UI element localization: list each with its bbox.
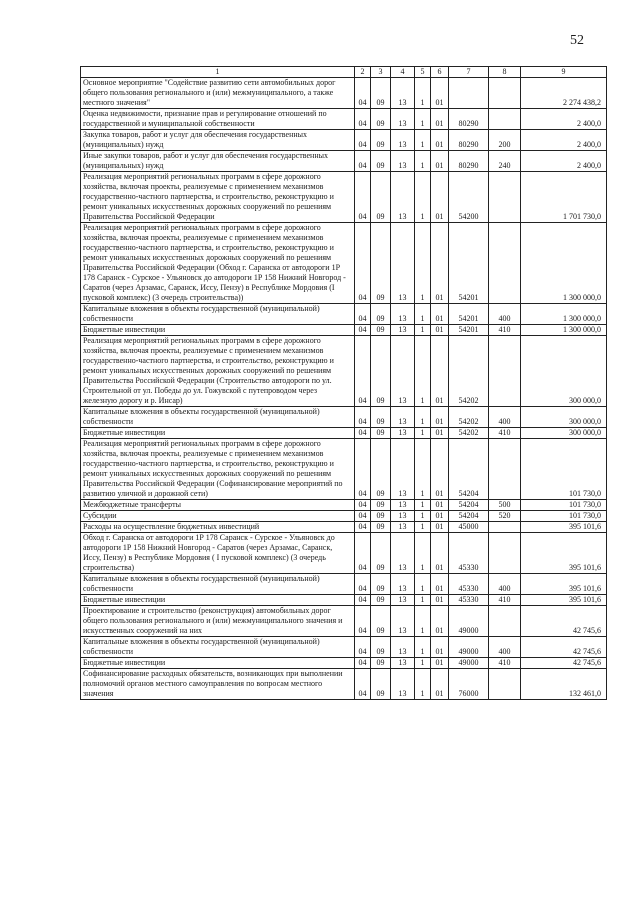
cell-measure: 01 — [431, 595, 449, 606]
cell-subsection: 09 — [371, 78, 391, 109]
cell-program: 13 — [391, 439, 415, 500]
cell-section: 04 — [355, 533, 371, 574]
cell-subprogram: 1 — [415, 336, 431, 407]
cell-section: 04 — [355, 511, 371, 522]
row-description: Капитальные вложения в объекты государственной (муниципальной) собственности — [81, 407, 355, 428]
cell-direction: 54204 — [449, 511, 489, 522]
cell-direction: 49000 — [449, 658, 489, 669]
cell-amount: 1 300 000,0 — [521, 223, 607, 304]
column-header: 9 — [521, 67, 607, 78]
cell-program: 13 — [391, 595, 415, 606]
cell-expense-type — [489, 669, 521, 700]
table-row — [81, 304, 607, 325]
cell-section: 04 — [355, 130, 371, 151]
cell-measure: 01 — [431, 172, 449, 223]
cell-amount: 132 461,0 — [521, 669, 607, 700]
cell-amount: 395 101,6 — [521, 533, 607, 574]
cell-subsection: 09 — [371, 130, 391, 151]
cell-measure: 01 — [431, 522, 449, 533]
cell-section: 04 — [355, 151, 371, 172]
table-row — [81, 606, 607, 637]
cell-subprogram: 1 — [415, 130, 431, 151]
cell-amount: 395 101,6 — [521, 522, 607, 533]
cell-direction: 54201 — [449, 223, 489, 304]
cell-measure: 01 — [431, 428, 449, 439]
cell-expense-type — [489, 223, 521, 304]
cell-subsection: 09 — [371, 574, 391, 595]
row-description: Проектирование и строительство (реконструкция) автомобильных дорог общего пользования регионального и (или) межмуниципального значения и искусственных сооружений на них — [81, 606, 355, 637]
cell-direction: 54204 — [449, 500, 489, 511]
cell-direction: 80290 — [449, 130, 489, 151]
cell-amount: 42 745,6 — [521, 606, 607, 637]
cell-amount: 1 701 730,0 — [521, 172, 607, 223]
cell-direction: 54204 — [449, 439, 489, 500]
cell-direction: 80290 — [449, 109, 489, 130]
cell-measure: 01 — [431, 637, 449, 658]
column-header: 1 — [81, 67, 355, 78]
cell-program: 13 — [391, 606, 415, 637]
cell-subprogram: 1 — [415, 407, 431, 428]
column-header: 4 — [391, 67, 415, 78]
cell-direction: 45330 — [449, 533, 489, 574]
cell-subsection: 09 — [371, 658, 391, 669]
table-row — [81, 533, 607, 574]
cell-direction: 76000 — [449, 669, 489, 700]
cell-expense-type — [489, 172, 521, 223]
cell-expense-type: 410 — [489, 325, 521, 336]
row-description: Расходы на осуществление бюджетных инвестиций — [81, 522, 355, 533]
table-row — [81, 669, 607, 700]
cell-amount: 395 101,6 — [521, 574, 607, 595]
cell-section: 04 — [355, 500, 371, 511]
cell-section: 04 — [355, 78, 371, 109]
cell-subprogram: 1 — [415, 637, 431, 658]
cell-subprogram: 1 — [415, 151, 431, 172]
cell-program: 13 — [391, 172, 415, 223]
cell-measure: 01 — [431, 574, 449, 595]
table-row — [81, 325, 607, 336]
cell-measure: 01 — [431, 658, 449, 669]
cell-direction: 54200 — [449, 172, 489, 223]
cell-expense-type: 200 — [489, 130, 521, 151]
cell-expense-type — [489, 109, 521, 130]
cell-program: 13 — [391, 109, 415, 130]
cell-subsection: 09 — [371, 606, 391, 637]
cell-measure: 01 — [431, 109, 449, 130]
page-number: 52 — [570, 33, 584, 48]
row-description: Бюджетные инвестиции — [81, 325, 355, 336]
cell-section: 04 — [355, 325, 371, 336]
row-description: Реализация мероприятий региональных программ в сфере дорожного хозяйства, включая проекты, реализуемые с применением механизмов государственно-частного партнерства, и строительство, реконструкцию и ремонт уникальных искусственных дорожных сооружений по решениям Правительства Российской Федерации — [81, 172, 355, 223]
column-header: 6 — [431, 67, 449, 78]
cell-direction: 45330 — [449, 595, 489, 606]
row-description: Основное мероприятие "Содействие развитию сети автомобильных дорог общего пользования регионального и (или) межмуниципального, а также местного значения" — [81, 78, 355, 109]
cell-measure: 01 — [431, 407, 449, 428]
table-row — [81, 172, 607, 223]
cell-direction: 54202 — [449, 336, 489, 407]
table-row — [81, 522, 607, 533]
cell-amount: 300 000,0 — [521, 428, 607, 439]
cell-expense-type: 410 — [489, 428, 521, 439]
table-row — [81, 109, 607, 130]
column-header: 8 — [489, 67, 521, 78]
cell-subsection: 09 — [371, 223, 391, 304]
cell-section: 04 — [355, 336, 371, 407]
table-row — [81, 439, 607, 500]
table-row — [81, 130, 607, 151]
cell-section: 04 — [355, 669, 371, 700]
row-description: Софинансирование расходных обязательств, возникающих при выполнении полномочий органов местного самоуправления по вопросам местного значения — [81, 669, 355, 700]
cell-measure: 01 — [431, 606, 449, 637]
table-row — [81, 637, 607, 658]
table-row — [81, 574, 607, 595]
cell-program: 13 — [391, 130, 415, 151]
cell-program: 13 — [391, 658, 415, 669]
cell-subprogram: 1 — [415, 78, 431, 109]
cell-subsection: 09 — [371, 669, 391, 700]
cell-amount: 101 730,0 — [521, 500, 607, 511]
table-row — [81, 223, 607, 304]
cell-subprogram: 1 — [415, 511, 431, 522]
cell-program: 13 — [391, 304, 415, 325]
row-description: Бюджетные инвестиции — [81, 595, 355, 606]
cell-expense-type: 400 — [489, 574, 521, 595]
row-description: Закупка товаров, работ и услуг для обеспечения государственных (муниципальных) нужд — [81, 130, 355, 151]
cell-measure: 01 — [431, 336, 449, 407]
cell-program: 13 — [391, 511, 415, 522]
cell-subprogram: 1 — [415, 304, 431, 325]
cell-section: 04 — [355, 428, 371, 439]
cell-subprogram: 1 — [415, 595, 431, 606]
cell-subsection: 09 — [371, 336, 391, 407]
cell-measure: 01 — [431, 439, 449, 500]
cell-amount: 1 300 000,0 — [521, 325, 607, 336]
cell-direction: 54202 — [449, 407, 489, 428]
cell-subsection: 09 — [371, 500, 391, 511]
column-header: 7 — [449, 67, 489, 78]
cell-section: 04 — [355, 407, 371, 428]
cell-measure: 01 — [431, 500, 449, 511]
cell-subprogram: 1 — [415, 223, 431, 304]
table-row — [81, 658, 607, 669]
row-description: Оценка недвижимости, признание прав и регулирование отношений по государственной и муниципальной собственности — [81, 109, 355, 130]
cell-subsection: 09 — [371, 172, 391, 223]
cell-program: 13 — [391, 78, 415, 109]
cell-direction: 45000 — [449, 522, 489, 533]
cell-amount: 101 730,0 — [521, 511, 607, 522]
cell-measure: 01 — [431, 669, 449, 700]
cell-measure: 01 — [431, 151, 449, 172]
cell-expense-type — [489, 522, 521, 533]
budget-table — [80, 66, 607, 700]
cell-amount: 2 400,0 — [521, 151, 607, 172]
cell-subsection: 09 — [371, 304, 391, 325]
cell-direction: 54201 — [449, 304, 489, 325]
cell-program: 13 — [391, 151, 415, 172]
cell-expense-type: 500 — [489, 500, 521, 511]
cell-expense-type: 400 — [489, 637, 521, 658]
cell-program: 13 — [391, 522, 415, 533]
row-description: Реализация мероприятий региональных программ в сфере дорожного хозяйства, включая проекты, реализуемые с применением механизмов государственно-частного партнерства, и строительство, реконструкцию и ремонт уникальных искусственных дорожных сооружений по решениям Правительства Российской Федерации (Обход г. Саранска от автодороги 1Р 178 Саранск - Сурское - Ульяновск до автодороги 1Р 158 Нижний Новгород - Саратов (через Арзамас, Саранск, Исcу, Пензу) в Республике Мордовия (I пусковой комплекс) (3 очередь строительства)) — [81, 223, 355, 304]
row-description: Бюджетные инвестиции — [81, 658, 355, 669]
cell-direction: 54201 — [449, 325, 489, 336]
cell-section: 04 — [355, 304, 371, 325]
cell-direction: 45330 — [449, 574, 489, 595]
cell-amount: 42 745,6 — [521, 658, 607, 669]
row-description: Реализация мероприятий региональных программ в сфере дорожного хозяйства, включая проекты, реализуемые с применением механизмов государственно-частного партнерства, и строительство, реконструкцию и ремонт уникальных искусственных дорожных сооружений по решениям Правительства Российской Федерации (Софинансирование мероприятий по развитию уличной и дорожной сети) — [81, 439, 355, 500]
row-description: Бюджетные инвестиции — [81, 428, 355, 439]
cell-subprogram: 1 — [415, 439, 431, 500]
column-header: 2 — [355, 67, 371, 78]
cell-subprogram: 1 — [415, 500, 431, 511]
cell-amount: 1 300 000,0 — [521, 304, 607, 325]
cell-subsection: 09 — [371, 428, 391, 439]
cell-subsection: 09 — [371, 511, 391, 522]
cell-expense-type: 520 — [489, 511, 521, 522]
cell-section: 04 — [355, 637, 371, 658]
cell-program: 13 — [391, 533, 415, 574]
cell-amount: 2 400,0 — [521, 130, 607, 151]
cell-program: 13 — [391, 223, 415, 304]
row-description: Капитальные вложения в объекты государственной (муниципальной) собственности — [81, 304, 355, 325]
cell-subprogram: 1 — [415, 109, 431, 130]
cell-measure: 01 — [431, 223, 449, 304]
cell-section: 04 — [355, 223, 371, 304]
table-row — [81, 595, 607, 606]
cell-section: 04 — [355, 109, 371, 130]
cell-subprogram: 1 — [415, 172, 431, 223]
table-row — [81, 407, 607, 428]
table-row — [81, 336, 607, 407]
cell-amount: 2 400,0 — [521, 109, 607, 130]
cell-subprogram: 1 — [415, 658, 431, 669]
cell-program: 13 — [391, 325, 415, 336]
cell-expense-type — [489, 533, 521, 574]
cell-program: 13 — [391, 669, 415, 700]
cell-section: 04 — [355, 595, 371, 606]
cell-subprogram: 1 — [415, 533, 431, 574]
cell-program: 13 — [391, 428, 415, 439]
cell-subprogram: 1 — [415, 669, 431, 700]
cell-subsection: 09 — [371, 595, 391, 606]
cell-section: 04 — [355, 172, 371, 223]
row-description: Обход г. Саранска от автодороги 1Р 178 Саранск - Сурское - Ульяновск до автодороги 1Р 158 Нижний Новгород - Саратов (через Арзамас, Саранск, Исcу, Пензу) в Республике Мордовия ( I пусковой комплекс) (3 очередь строительства) — [81, 533, 355, 574]
table-header-row — [81, 67, 607, 78]
cell-expense-type: 240 — [489, 151, 521, 172]
cell-section: 04 — [355, 522, 371, 533]
cell-direction: 80290 — [449, 151, 489, 172]
cell-subprogram: 1 — [415, 522, 431, 533]
cell-expense-type — [489, 336, 521, 407]
cell-amount: 395 101,6 — [521, 595, 607, 606]
column-header: 5 — [415, 67, 431, 78]
cell-section: 04 — [355, 439, 371, 500]
cell-subsection: 09 — [371, 109, 391, 130]
cell-direction: 49000 — [449, 606, 489, 637]
cell-expense-type — [489, 439, 521, 500]
table-body — [81, 78, 607, 700]
cell-subsection: 09 — [371, 637, 391, 658]
cell-section: 04 — [355, 606, 371, 637]
cell-measure: 01 — [431, 78, 449, 109]
cell-direction: 49000 — [449, 637, 489, 658]
cell-measure: 01 — [431, 304, 449, 325]
cell-expense-type: 410 — [489, 658, 521, 669]
cell-amount: 2 274 438,2 — [521, 78, 607, 109]
row-description: Капитальные вложения в объекты государственной (муниципальной) собственности — [81, 574, 355, 595]
cell-amount: 101 730,0 — [521, 439, 607, 500]
cell-measure: 01 — [431, 130, 449, 151]
table-row — [81, 428, 607, 439]
table-row — [81, 151, 607, 172]
cell-program: 13 — [391, 637, 415, 658]
cell-expense-type: 400 — [489, 304, 521, 325]
cell-expense-type — [489, 78, 521, 109]
cell-subsection: 09 — [371, 533, 391, 574]
cell-subsection: 09 — [371, 439, 391, 500]
cell-measure: 01 — [431, 533, 449, 574]
cell-program: 13 — [391, 574, 415, 595]
table-row — [81, 500, 607, 511]
cell-amount: 42 745,6 — [521, 637, 607, 658]
cell-subprogram: 1 — [415, 428, 431, 439]
cell-expense-type — [489, 606, 521, 637]
row-description: Иные закупки товаров, работ и услуг для обеспечения государственных (муниципальных) нужд — [81, 151, 355, 172]
cell-subprogram: 1 — [415, 574, 431, 595]
cell-expense-type: 410 — [489, 595, 521, 606]
cell-section: 04 — [355, 658, 371, 669]
cell-expense-type: 400 — [489, 407, 521, 428]
cell-measure: 01 — [431, 325, 449, 336]
table-row — [81, 78, 607, 109]
cell-program: 13 — [391, 407, 415, 428]
cell-subsection: 09 — [371, 151, 391, 172]
cell-amount: 300 000,0 — [521, 407, 607, 428]
cell-subsection: 09 — [371, 325, 391, 336]
cell-subprogram: 1 — [415, 606, 431, 637]
column-header: 3 — [371, 67, 391, 78]
cell-program: 13 — [391, 500, 415, 511]
cell-program: 13 — [391, 336, 415, 407]
cell-measure: 01 — [431, 511, 449, 522]
cell-amount: 300 000,0 — [521, 336, 607, 407]
cell-section: 04 — [355, 574, 371, 595]
cell-direction: 54202 — [449, 428, 489, 439]
table-row — [81, 511, 607, 522]
cell-direction — [449, 78, 489, 109]
cell-subsection: 09 — [371, 522, 391, 533]
row-description: Капитальные вложения в объекты государственной (муниципальной) собственности — [81, 637, 355, 658]
cell-subsection: 09 — [371, 407, 391, 428]
row-description: Межбюджетные трансферты — [81, 500, 355, 511]
row-description: Субсидии — [81, 511, 355, 522]
row-description: Реализация мероприятий региональных программ в сфере дорожного хозяйства, включая проекты, реализуемые с применением механизмов государственно-частного партнерства, и строительство, реконструкцию и ремонт уникальных искусственных дорожных сооружений по решениям Правительства Российской Федерации (Строительство автодороги по ул. Строительной от ул. Победы до ул. Гожувской с путепроводом через железную дорогу и р. Инсар) — [81, 336, 355, 407]
cell-subprogram: 1 — [415, 325, 431, 336]
